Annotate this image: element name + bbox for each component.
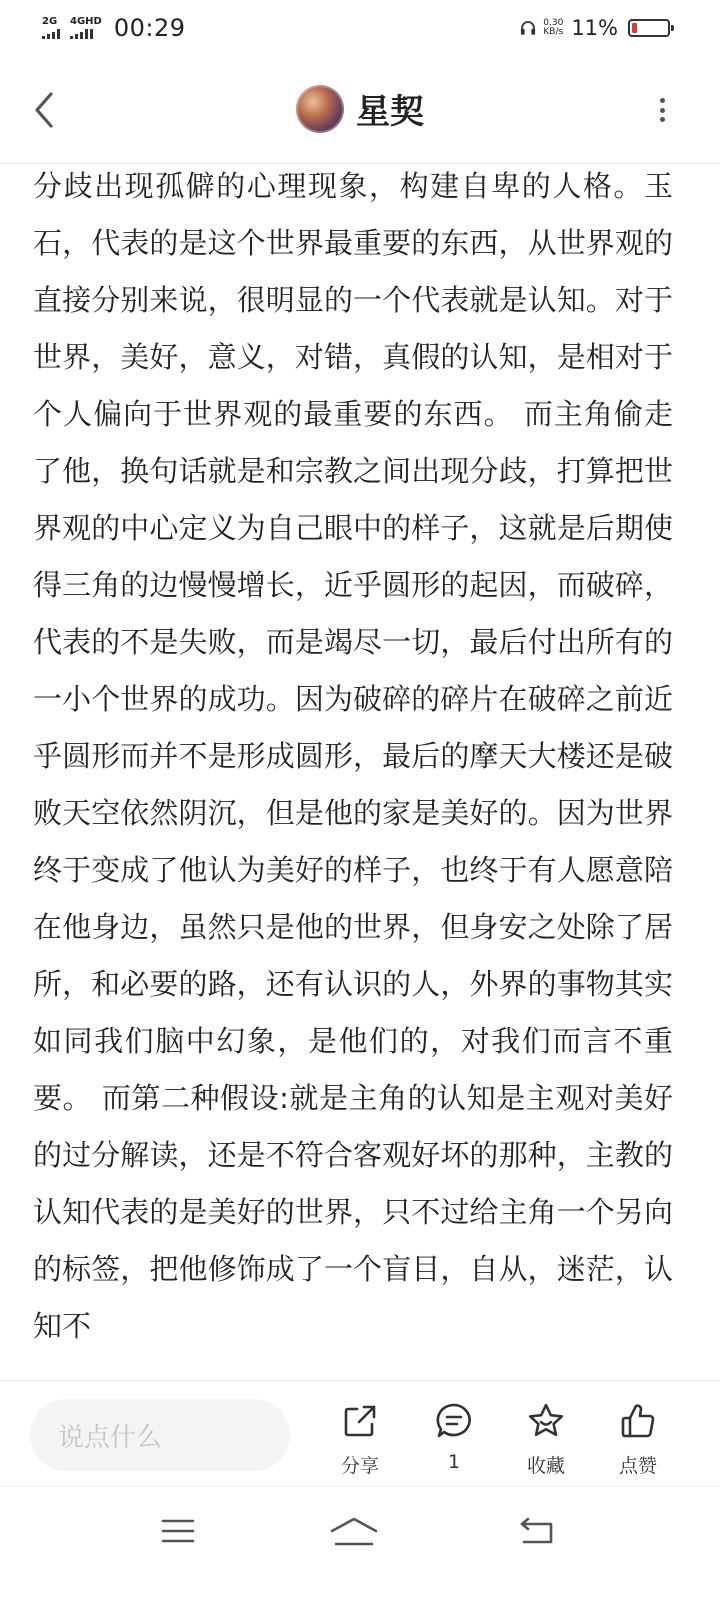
back-nav-button[interactable] xyxy=(508,1511,568,1551)
favorite-button[interactable] xyxy=(506,1401,586,1478)
signal-2g-icon xyxy=(42,29,60,39)
more-vertical-icon-dot xyxy=(660,108,665,113)
net-speed-value: 0.30 xyxy=(543,18,564,28)
like-label: 点赞 xyxy=(618,1455,657,1477)
status-time: 00:29 xyxy=(113,14,186,42)
signal-2g-label: 2G xyxy=(42,16,58,27)
article-text: 分歧出现孤僻的心理现象，构建自卑的人格。玉石，代表的是这个世界最重要的东西，从世界观的直接分别来说，很明显的一个代表就是认知。对于世界，美好，意义，对错，真假的认知，是相对于个人偏向于世界观的最重要的东西。 而主角偷走了他，换句话就是和宗教之间出现分歧，打算把世界观的中心定义为自己眼中的样子，这就是后期使得三角的边慢慢增长，近乎圆形的起因，而破碎，代表的不是失败，而是竭尽一切，最后付出所有的一小个世界的成功。因为破碎的碎片在破碎之前近乎圆形而并不是形成圆形，最后的摩天大楼还是破败天空依然阴沉，但是他的家是美好的。因为世界终于变成了他认为美好的样子，也终于有人愿意陪在他身边，虽然只是他的世界，但身安之处除了居所，和必要的路，还有认识的人，外界的事物其实如同我们脑中幻象，是他们的，对我们而言不重要。 而第二种假设:就是主角的认知是主观对美好的过分解读，还是不符合客观好坏的那种，主教的认知代表的是美好的世界，只不过给主角一个另向的标签，把他修饰成了一个盲目，自从，迷茫，认知不 xyxy=(33,169,673,1343)
comment-input[interactable] xyxy=(30,1399,290,1471)
battery-fill xyxy=(632,23,637,33)
back-arrow-icon xyxy=(518,1515,558,1547)
avatar[interactable] xyxy=(296,85,344,133)
net-speed-unit: KB/s xyxy=(543,27,564,37)
home-icon xyxy=(329,1514,379,1548)
signal-4g-label: 4GHD xyxy=(70,16,102,27)
share-icon xyxy=(340,1401,380,1441)
headphone-icon xyxy=(519,19,537,37)
more-vertical-icon-dot xyxy=(660,98,665,103)
home-nav-button[interactable] xyxy=(324,1511,384,1551)
favorite-label: 收藏 xyxy=(526,1455,565,1477)
page-title: 星契 xyxy=(356,92,424,132)
status-bar xyxy=(0,0,720,56)
status-right xyxy=(519,16,670,40)
battery-icon xyxy=(628,19,670,37)
menu-icon xyxy=(160,1516,196,1546)
comment-input-placeholder: 说点什么 xyxy=(58,1422,163,1453)
system-nav-bar xyxy=(0,1486,720,1600)
battery-percent: 11% xyxy=(571,16,618,40)
menu-nav-button[interactable] xyxy=(148,1511,208,1551)
signal-2g xyxy=(42,17,60,39)
comment-button[interactable] xyxy=(414,1401,494,1473)
comment-count: 1 xyxy=(447,1451,461,1473)
star-icon xyxy=(526,1401,566,1441)
thumbs-up-icon xyxy=(618,1401,658,1441)
article-content[interactable] xyxy=(33,158,673,1380)
signal-4g xyxy=(70,17,102,39)
status-left xyxy=(42,14,186,42)
header xyxy=(0,56,720,164)
action-bar xyxy=(0,1380,720,1486)
share-label: 分享 xyxy=(340,1455,379,1477)
title-wrap xyxy=(0,84,720,133)
comment-icon xyxy=(434,1401,474,1441)
more-vertical-icon-dot xyxy=(660,117,665,122)
like-button[interactable] xyxy=(598,1401,678,1478)
signal-4g-icon xyxy=(70,29,93,39)
share-button[interactable] xyxy=(320,1401,400,1478)
more-button[interactable] xyxy=(652,92,672,128)
net-speed xyxy=(543,19,563,37)
